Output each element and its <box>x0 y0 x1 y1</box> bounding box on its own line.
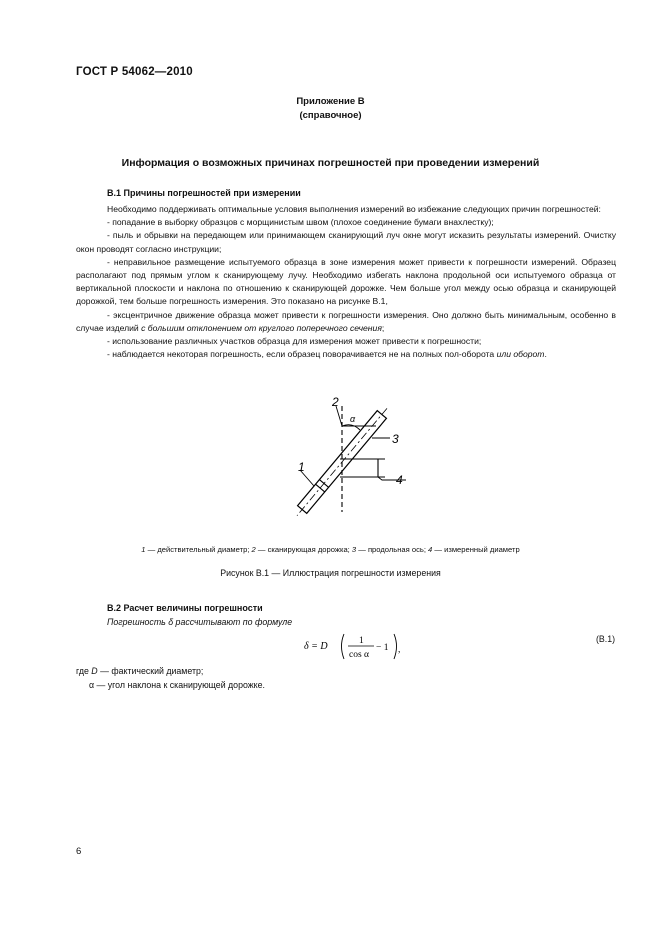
caption-text: — сканирующая дорожка; <box>255 545 352 554</box>
formula-tail: , <box>398 645 401 655</box>
figure-label-4: 4 <box>396 473 403 487</box>
caption-number: 1 <box>141 545 146 554</box>
caption-text: — продольная ось; <box>356 545 429 554</box>
italic-text-run: или оборот <box>496 349 545 360</box>
formula-numerator: 1 <box>359 636 364 646</box>
figure-title: Рисунок В.1 — Иллюстрация погрешности измерения <box>220 568 441 578</box>
caption-number: 2 <box>251 545 256 554</box>
appendix-note: (справочное) <box>299 110 362 121</box>
list-item: - попадание в выборку образцов с морщинистым швом (плохое соединение бумаги внахлестку); <box>107 217 494 228</box>
text-run: - эксцентричное движение образца может привести к погрешности измерения. Оно должно быть минимальным, особенно в случае изделий <box>76 309 616 333</box>
text-run: . <box>544 349 547 360</box>
standard-header: ГОСТ Р 54062—2010 <box>76 66 193 78</box>
list-item: - неправильное размещение испытуемого образца в зоне измерения может привести к погрешности измерений. Образец располагают под прямым углом к сканирующему лучу. Необходимо избегать наклона продольной оси испытуемого образца от вертикальной плоскости и наклона по отношению к сканирующей дорожке. Чем больше угол между осью образца и сканирующей дорожкой, тем больше погрешность измерения. Это показано на рисунке В.1, <box>76 256 616 307</box>
figure-label-3: 3 <box>392 432 399 446</box>
caption-number: 3 <box>351 545 357 554</box>
caption-text: — измеренный диаметр <box>432 545 520 554</box>
formula-denominator: cos α <box>349 650 370 660</box>
list-item <box>76 309 616 335</box>
measurement-error-figure <box>270 392 420 532</box>
section-1-heading: В.1 Причины погрешностей при измерении <box>107 188 301 198</box>
formula-intro: Погрешность δ рассчитывают по формуле <box>107 617 293 627</box>
italic-text-run: с большим отклонением от круглого поперечного сечения <box>141 322 382 333</box>
figure-caption <box>0 545 661 554</box>
formula-lhs: δ = D <box>304 641 328 652</box>
text-run: где <box>76 666 92 676</box>
formula-b1 <box>300 628 450 664</box>
caption-text: — действительный диаметр; <box>145 545 252 554</box>
formula-right-paren <box>394 634 397 659</box>
caption-number: 4 <box>428 545 433 554</box>
list-item <box>76 348 616 361</box>
main-title: Информация о возможных причинах погрешностей при проведении измерений <box>121 157 540 169</box>
text-run: — фактический диаметр; <box>97 666 204 676</box>
page-number: 6 <box>76 846 82 857</box>
list-item: - пыль и обрывки на передающем или принимающем сканирующий луч окне могут исказить результаты измерений. Очистку окон проводят согласно инструкции; <box>76 230 616 254</box>
list-item: - использование различных участков образца для измерения может привести к погрешности; <box>107 336 482 347</box>
equation-number: (В.1) <box>596 634 616 644</box>
formula-minus-one: − 1 <box>376 643 389 653</box>
figure-label-alpha: α <box>350 414 356 424</box>
figure-label-1: 1 <box>298 460 305 474</box>
leader-2 <box>336 406 342 426</box>
paragraph: Необходимо поддерживать оптимальные условия выполнения измерений во избежание следующих причин погрешностей: <box>107 204 601 214</box>
variable-d: D <box>91 666 98 676</box>
section-2-heading: В.2 Расчет величины погрешности <box>107 603 263 613</box>
text-run: ; <box>381 322 385 333</box>
appendix-title: Приложение В <box>296 96 365 107</box>
section-1-body <box>76 203 616 361</box>
figure-label-2: 2 <box>332 395 339 409</box>
where-line-2: α — угол наклона к сканирующей дорожке. <box>89 680 265 690</box>
alpha-arc <box>342 425 360 430</box>
formula-left-paren <box>342 634 345 659</box>
where-line-1 <box>76 666 203 676</box>
text-run: - наблюдается некоторая погрешность, если образец поворачивается не на полных пол-оборота <box>107 349 497 360</box>
